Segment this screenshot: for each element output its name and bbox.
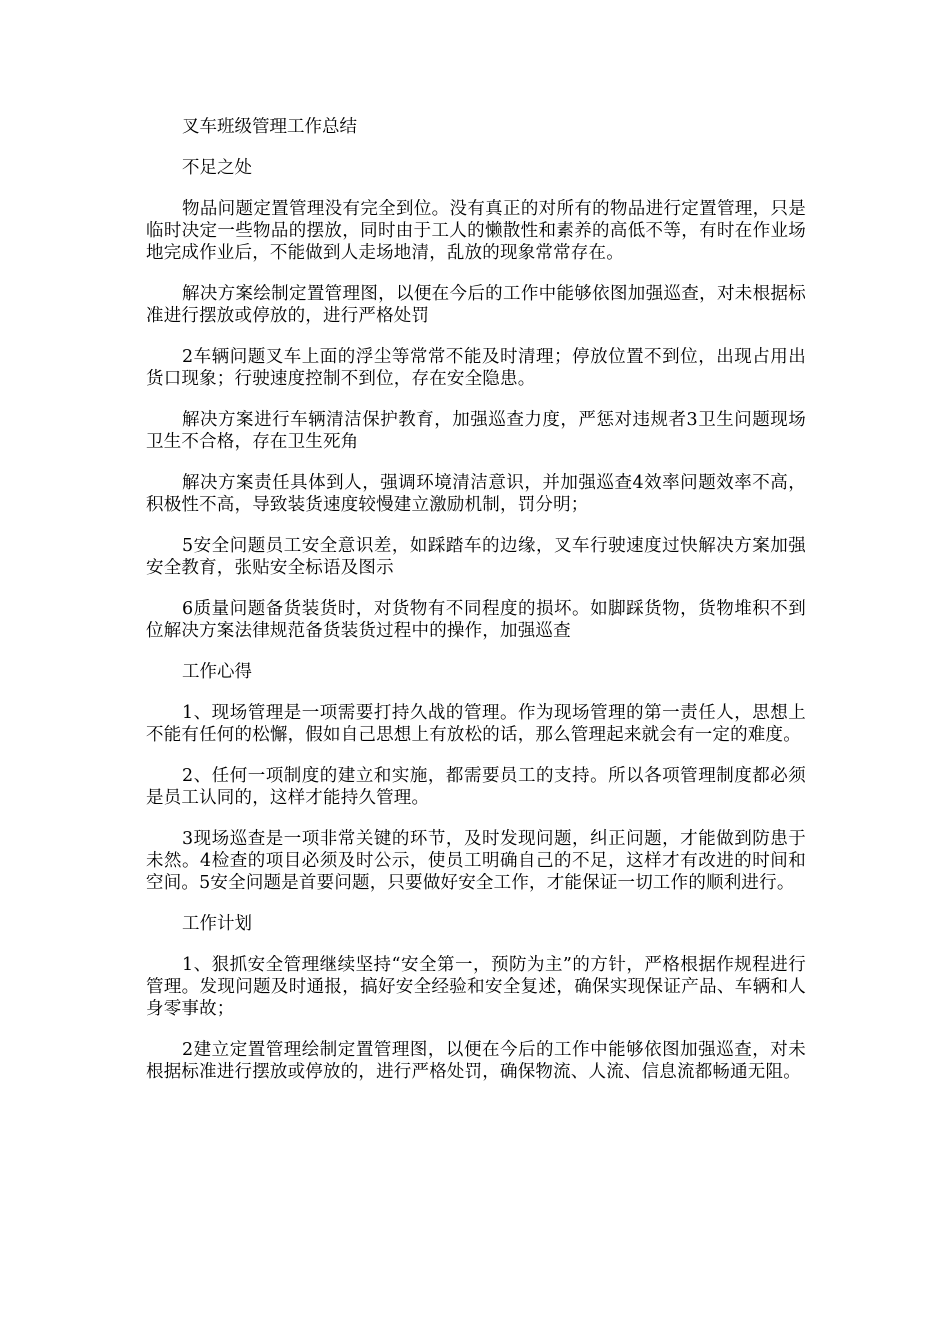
paragraph: 2建立定置管理绘制定置管理图，以便在今后的工作中能够依图加强巡查，对未根据标准进行摆放或停放的，进行严格处罚，确保物流、人流、信息流都畅通无阻。 <box>146 1040 806 1082</box>
paragraph: 6质量问题备货装货时，对货物有不同程度的损坏。如脚踩货物，货物堆积不到位解决方案法律规范备货装货过程中的操作，加强巡查 <box>146 599 806 641</box>
paragraph: 物品问题定置管理没有完全到位。没有真正的对所有的物品进行定置管理，只是临时决定一些物品的摆放，同时由于工人的懒散性和素养的高低不等，有时在作业场地完成作业后，不能做到人走场地清，乱放的现象常常存在。 <box>146 199 806 263</box>
paragraph: 解决方案责任具体到人，强调环境清洁意识，并加强巡查4效率问题效率不高，积极性不高，导致装货速度较慢建立激励机制，罚分明； <box>146 473 806 515</box>
section-heading-plan: 工作计划 <box>182 914 252 934</box>
paragraph: 1、现场管理是一项需要打持久战的管理。作为现场管理的第一责任人，思想上不能有任何的松懈，假如自己思想上有放松的话，那么管理起来就会有一定的难度。 <box>146 703 806 745</box>
paragraph: 解决方案进行车辆清洁保护教育，加强巡查力度，严惩对违规者3卫生问题现场卫生不合格，存在卫生死角 <box>146 410 806 452</box>
section-heading-experience: 工作心得 <box>182 662 252 682</box>
paragraph: 3现场巡查是一项非常关键的环节，及时发现问题，纠正问题，才能做到防患于未然。4检查的项目必须及时公示，使员工明确自己的不足，这样才有改进的时间和空间。5安全问题是首要问题，只要做好安全工作，才能保证一切工作的顺利进行。 <box>146 829 806 893</box>
document-body <box>146 116 806 1102</box>
paragraph: 解决方案绘制定置管理图，以便在今后的工作中能够依图加强巡查，对未根据标准进行摆放或停放的，进行严格处罚 <box>146 284 806 326</box>
document-title: 叉车班级管理工作总结 <box>182 117 357 137</box>
section-heading-shortcomings: 不足之处 <box>182 158 252 178</box>
paragraph: 1、狠抓安全管理继续坚持“安全第一，预防为主”的方针，严格根据作规程进行管理。发现问题及时通报，搞好安全经验和安全复述，确保实现保证产品、车辆和人身零事故； <box>146 955 806 1019</box>
paragraph: 2、任何一项制度的建立和实施，都需要员工的支持。所以各项管理制度都必须是员工认同的，这样才能持久管理。 <box>146 766 806 808</box>
paragraph: 2车辆问题叉车上面的浮尘等常常不能及时清理；停放位置不到位，出现占用出货口现象；行驶速度控制不到位，存在安全隐患。 <box>146 347 806 389</box>
paragraph: 5安全问题员工安全意识差，如踩踏车的边缘，叉车行驶速度过快解决方案加强安全教育，张贴安全标语及图示 <box>146 536 806 578</box>
